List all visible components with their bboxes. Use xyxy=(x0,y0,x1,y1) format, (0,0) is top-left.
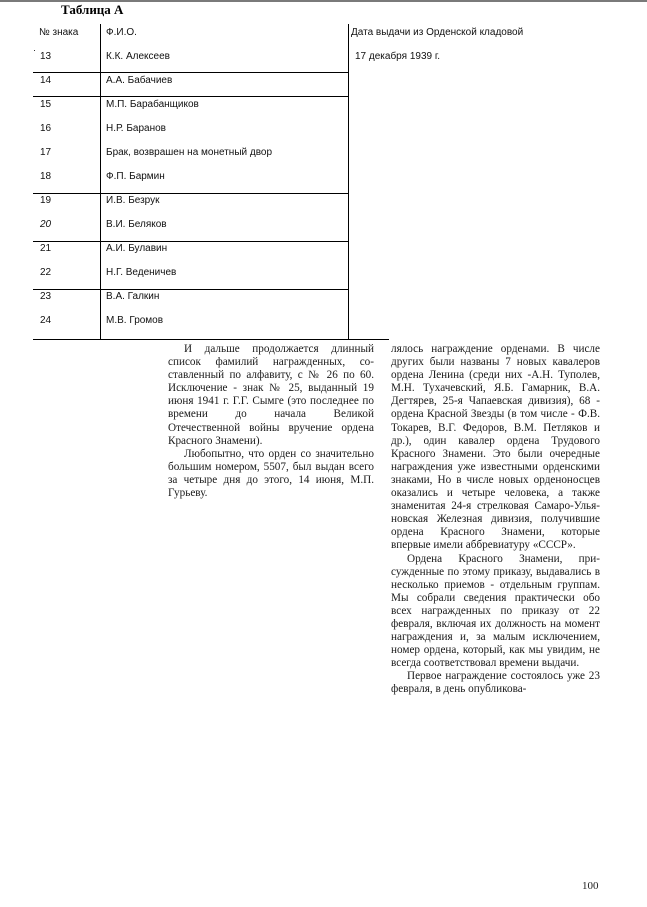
row-number: 23 xyxy=(40,291,52,302)
row-divider xyxy=(33,289,348,290)
header-number: № знака xyxy=(39,27,79,38)
row-number: 22 xyxy=(40,267,52,278)
row-name: А.И. Булавин xyxy=(106,243,168,254)
row-name: Н.Р. Баранов xyxy=(106,123,166,134)
paragraph: И дальше продолжается длинный список фамилий награжденных, составленный по алфавиту, с № 26 по 60. Исключение - знак № 25, выданный 19 июня 1941 г. Г.Г. Сымге (это последнее по времени до начала Великой Отечественной войны вручение ордена Красного Знамени). xyxy=(168,343,374,447)
paragraph: Первое награждение состоялось уже 23 февраля, в день опубликова- xyxy=(391,670,600,696)
row-name: Ф.П. Бармин xyxy=(106,171,165,182)
column-divider-name-date xyxy=(348,24,349,340)
paragraph: Ордена Красного Знамени, присужденные по этому приказу, выдавались в несколько приемов - отдельным группам. Мы собрали сведения практически обо всех награжденных по приказу от 22 февраля, включая их должность на момент награждения и, за малым исключением, номер ордена, который, как мы увидим, не всегда соответствовал времени выдачи. xyxy=(391,552,600,670)
row-divider xyxy=(33,193,348,194)
row-name: Брак, возврашен на монетный двор xyxy=(106,147,273,158)
row-number: 21 xyxy=(40,243,52,254)
table-title: Таблица А xyxy=(61,2,124,17)
row-name: Н.Г. Веденичев xyxy=(106,267,177,278)
left-text-column xyxy=(168,343,374,500)
row-name: М.П. Барабанщиков xyxy=(106,99,199,110)
row-number: 16 xyxy=(40,123,52,134)
paragraph: Любопытно, что орден со значительно большим номером, 5507, был выдан всего за четыре дня до этого, 14 июня, М.П. Гурьеву. xyxy=(168,447,374,500)
row-name: В.И. Беляков xyxy=(106,219,167,230)
row-name: И.В. Безрук xyxy=(106,195,160,206)
row-number: 15 xyxy=(40,99,52,110)
page-number: 100 xyxy=(582,880,599,892)
row-number: 18 xyxy=(40,171,52,182)
date-value: 17 декабря 1939 г. xyxy=(355,51,441,62)
row-divider xyxy=(33,96,348,97)
row-number: 20 xyxy=(40,219,52,230)
header-date: Дата выдачи из Орденской кладовой xyxy=(351,27,524,38)
header-name: Ф.И.О. xyxy=(106,27,137,38)
paragraph: лялось награждение орденами. В числе других были названы 7 новых кавалеров ордена Ленина (среди них -А.Н. Туполев, М.Н. Тухачевский, Я.Б. Гамарник, В.А. Дегтярев, 25-я Чапаевская дивизия), 68 - ордена Красной Звезды (в том числе - Ф.В. Токарев, В.Г. Федоров, В.М. Петляков и др.), один кавалер ордена Трудового Красного Знамени. Это были очередные награждения уже известными орденскими знаками, Но в числе новых орденоносцев оказались и четыре человека, а также знаменитая 24-я стрелковая Самаро-Улья-новская Железная дивизия, получившие ордена Красного Знамени, которые впервые имели аббревиатуру «СССР». xyxy=(391,343,600,552)
row-name: К.К. Алексеев xyxy=(106,51,170,62)
row-name: М.В. Громов xyxy=(106,315,164,326)
row-name: В.А. Галкин xyxy=(106,291,160,302)
row-number: 13 xyxy=(40,51,52,62)
right-text-column xyxy=(391,343,600,697)
row-number: 19 xyxy=(40,195,52,206)
row-number: 24 xyxy=(40,315,52,326)
row-divider xyxy=(33,241,348,242)
row-name: А.А. Бабачиев xyxy=(106,75,173,86)
table-bottom-border xyxy=(33,339,389,340)
row-divider xyxy=(33,72,348,73)
row-number: 17 xyxy=(40,147,52,158)
row-number: 14 xyxy=(40,75,52,86)
stray-mark xyxy=(34,50,35,51)
